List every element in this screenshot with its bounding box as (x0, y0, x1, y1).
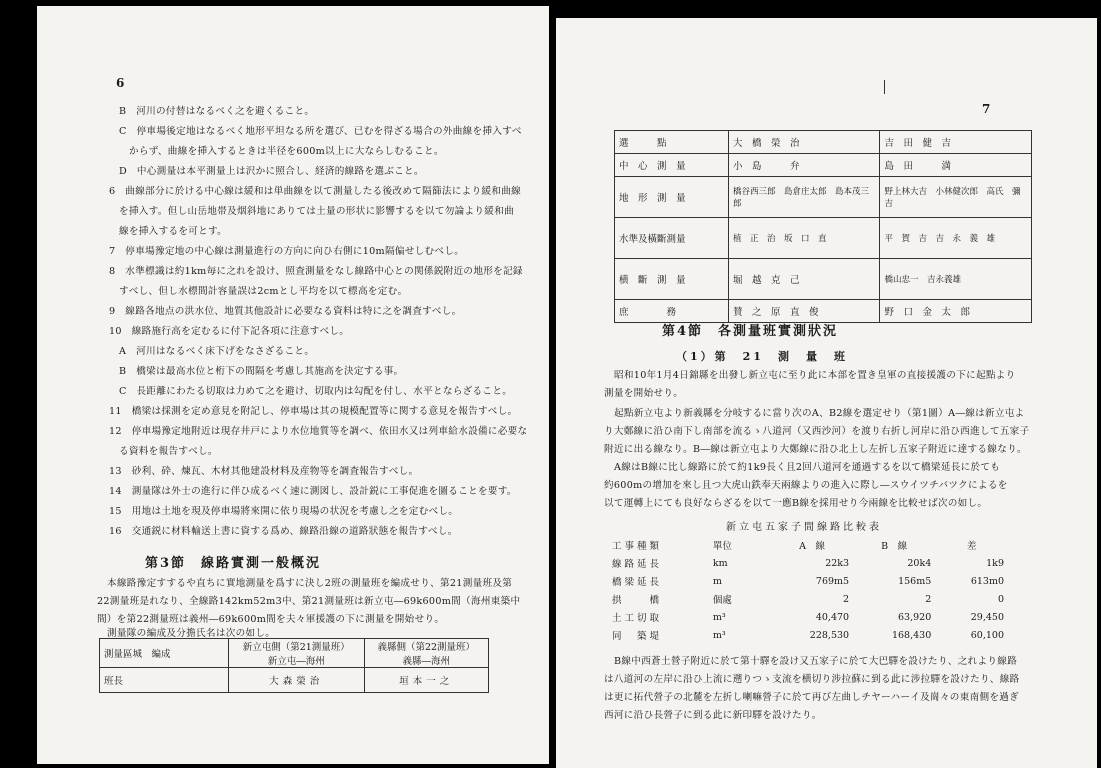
table-cell: 線路延長 (612, 559, 663, 570)
table-cell: 20k4 (907, 557, 932, 569)
table-cell: 地 形 測 量 (615, 177, 729, 218)
list-line: C 長距離にわたる切取は力めて之を避け、切取内は勾配を付し、水平とならざること。 (119, 386, 513, 397)
table-cell: 228,530 (809, 629, 850, 641)
list-line: A 河川はなるべく床下げをなさざること。 (119, 346, 315, 357)
table-cell: 野 口 金 太 郎 (880, 300, 1032, 323)
page-number-right: 7 (982, 102, 991, 116)
list-line: 16 交通鋭に材料輸送上書に資する爲め、線路沿線の道路狀態を報告すべし。 (109, 526, 458, 537)
table-cell: 橋梁延長 (612, 577, 663, 588)
body-line: 測量を開始せり。 (604, 388, 684, 399)
body-line: A線はB線に比し線路に於て約1k9長く且2回八道河を通過するを以て橋梁延長に於ても (614, 462, 1001, 473)
list-line: 15 用地は土地を現及停車場將來開に依り現場の状況を考慮し之を定むべし。 (109, 506, 459, 517)
table-cell: 班長 (100, 668, 229, 693)
staff-table (99, 638, 489, 693)
table-row (608, 572, 1008, 590)
table-row (608, 554, 1008, 572)
body-line: 西河に沿ひ長營子に到る此に新印驛を設けたり。 (604, 710, 822, 721)
body-line: 約600mの增加を來し且つ大虎山鉄奉天兩線よりの進入に際し―スウイツチバツクによるを (604, 480, 1008, 491)
table-header: A 線 (799, 541, 825, 552)
table-cell: 橋谷西三郎 島倉庄太郎 島本茂三郎 (728, 177, 880, 218)
body-line: 測量隊の編成及分擔氏名は次の如し。 (107, 628, 276, 639)
table-header: B 線 (881, 541, 908, 552)
table-cell: m³ (712, 611, 726, 623)
table-row (608, 608, 1008, 626)
body-line: 以て運轉上にても良好ならざるを以て一應B線を採用せり今兩線を比較せば次の如し。 (604, 498, 988, 509)
list-line: B 河川の付替はなるべく之を避くること。 (119, 106, 315, 117)
table-row (615, 259, 1032, 300)
cell-line: 義縣側（第22測量班） (377, 642, 476, 653)
section-title-3: 第3節 線路實測一般概況 (145, 556, 322, 571)
table-row (615, 218, 1032, 259)
list-line: C 停車場後定地はなるべく地形平坦なる所を選び、已むを得ざる場合の外曲線を挿入すべ (119, 126, 522, 137)
table-cell: 水準及橫斷測量 (615, 218, 729, 259)
table-cell (229, 639, 365, 668)
list-line: 13 砂利、砕、煉瓦、木材其他建設材料及産物等を調査報告すべし。 (109, 466, 419, 477)
table-cell: 土工切取 (612, 613, 663, 624)
table-cell: 平 賀 吉 吉 永 義 雄 (880, 218, 1032, 259)
table-cell: 40,470 (815, 611, 850, 623)
table-row (608, 626, 1008, 644)
list-line: る資料を報告すべし。 (119, 446, 218, 457)
table-cell: m³ (712, 629, 726, 641)
table-cell: 橋山忠一 吉永義雄 (880, 259, 1032, 300)
table-cell: 同 築堤 (612, 631, 663, 642)
table-cell: 63,920 (898, 611, 932, 623)
roles-table (614, 130, 1032, 323)
body-line: は八道河の左岸に沿ひ上流に遡りつゝ支流を横切り涉拉蘇に到る此に涉拉驛を設けたり、線路 (604, 674, 1020, 685)
body-line: B線中西蒼土營子附近に於て第十驛を設け又五家子に於て大巴驛を設けたり、之れより線路 (614, 656, 1018, 667)
table-row (608, 590, 1008, 608)
table-cell: 吉 田 健 吉 (880, 131, 1032, 154)
body-line: 昭和10年1月4日錦縣を出發し新立屯に至り此に本部を置き皇軍の直接援護の下に起點より (614, 370, 1016, 381)
table-row (615, 131, 1032, 154)
list-line: 6 曲線部分に於ける中心線は緩和は単曲線を以て測量したる後改めて隔篩法により緩和曲線 (109, 186, 522, 197)
table-cell (364, 639, 488, 668)
body-line: は更に拓代營子の北麓を左折し喇嘛營子に於て再び左曲しチヤーハーイ及崗々の東南側を過ぎ (604, 692, 1020, 703)
table-row (615, 177, 1032, 218)
table-cell: 小 島 弁 (728, 154, 880, 177)
table-cell: 個處 (712, 595, 732, 606)
section-title-4: 第4節 各測量班實測狀況 (662, 324, 839, 339)
list-line: を挿入す。但し山岳地帯及烟斜地にありては土量の形状に影響するを以て勿論より緩和曲 (119, 206, 514, 217)
table-cell: 選 點 (615, 131, 729, 154)
cell-line: 新立屯―海州 (267, 656, 325, 667)
left-page (37, 6, 549, 764)
body-line: 起點新立屯より新義縣を分岐するに當り次のA、B2線を選定せり（第1圖）A―線は新立屯よ (614, 408, 1025, 419)
table-cell: 22k3 (825, 557, 850, 569)
list-line: 11 橋梁は採測を定め意見を附記し、停車場は其の規模配置等に関する意見を報告すべし。 (109, 406, 518, 417)
body-line: り大鄭線に沿ひ南下し南部を流るゝ八道河（又西沙河）を渡り右折し河岸に沿ひ西進して五家子 (604, 426, 1030, 437)
list-line: 線を挿入するを可とす。 (119, 226, 228, 237)
table-cell: 156m5 (898, 575, 932, 587)
table-cell: 庶 務 (615, 300, 729, 323)
table-cell: 島 田 満 (880, 154, 1032, 177)
margin-mark (884, 80, 885, 94)
table-cell: 168,430 (891, 629, 932, 641)
table-cell: 60,100 (970, 629, 1004, 641)
table-row (100, 668, 489, 693)
table-cell: 拱 橋 (612, 595, 663, 606)
list-line: すべし、但し水標間計容量誤は2cmとし平均を以て標高を定む。 (119, 286, 408, 297)
table-cell: 賛 之 原 直 俊 (728, 300, 880, 323)
table-cell: 大森榮治 (229, 668, 365, 693)
list-line: B 橋梁は最高水位と桁下の間隔を考慮し其施高を決定する事。 (119, 366, 404, 377)
table-cell: 野上林大吉 小林健次郎 高氏 彌吉 (880, 177, 1032, 218)
table-cell: 613m0 (970, 575, 1004, 587)
table-cell: 横 斷 測 量 (615, 259, 729, 300)
table-cell: 769m5 (815, 575, 850, 587)
table-cell: 中 心 測 量 (615, 154, 729, 177)
cell-line: 義縣―海州 (402, 656, 451, 667)
table-row (100, 639, 489, 668)
table-cell: km (712, 557, 728, 569)
list-line: 9 線路各地点の洪水位、地質其他設計に必要なる資料は特に之を調査すべし。 (109, 306, 462, 317)
compare-table (608, 536, 1008, 644)
list-line: 7 停車場豫定地の中心線は測量進行の方向に向ひ右側に10m隔偏せしむべし。 (109, 246, 465, 257)
compare-table-title: 新立屯五家子間線路比較表 (726, 522, 882, 533)
list-line: 14 測量隊は外士の進行に伴ひ成るべく速に測図し、設計鋭に工事促進を圖ることを要す。 (109, 486, 517, 497)
table-row (615, 154, 1032, 177)
table-cell: 垣本一之 (364, 668, 488, 693)
body-line: 附近に出る線なり。B―線は新立屯より大鄭線に沿ひ北上し左折し五家子附近に達する線なり。 (604, 444, 1027, 455)
table-header: 單位 (712, 541, 732, 552)
list-line: D 中心測量は本平測量上は沢かに照合し、経済的線路を選ぶこと。 (119, 166, 424, 177)
table-cell: 大 橋 榮 治 (728, 131, 880, 154)
table-cell: 1k9 (986, 557, 1004, 569)
table-header-row (608, 536, 1008, 554)
list-line: からず、曲線を挿入するときは半径を600m以上に大ならしむること。 (129, 146, 444, 157)
body-line: 22測量班是れなり、全線路142km52m3中、第21測量班は新立屯―69k600m間（海州東築中 (97, 596, 521, 607)
cell-line: 新立屯側（第21測量班） (242, 642, 350, 653)
body-line: 間）を第22測量班は義州―69k600m間を夫々軍援護の下に測量を開始せり。 (97, 614, 445, 625)
table-header: 工事種類 (612, 541, 663, 552)
subsection-title: （1）第 21 測 量 班 (676, 350, 848, 363)
table-cell: m (712, 575, 722, 587)
right-page (556, 18, 1097, 768)
table-cell: 29,450 (970, 611, 1004, 623)
list-line: 12 停車場豫定地附近は現存井戸により水位地質等を調べ、依田水又は列車給水設備に必要な (109, 426, 528, 437)
page-number-left: 6 (116, 76, 125, 90)
table-cell: 堀 越 克 己 (728, 259, 880, 300)
list-line: 10 線路施行高を定むるに付下記各項に注意すべし。 (109, 326, 350, 337)
table-header: 差 (966, 541, 977, 552)
list-line: 8 水準標識は約1km毎に之れを設け、照査測量をなし線路中心との関係鋭附近の地形を記録 (109, 266, 523, 277)
body-line: 本線路豫定すするや直ちに實地測量を爲すに決し2班の測量班を編成せり、第21測量班及第 (107, 578, 513, 589)
table-cell: 0 (997, 593, 1004, 605)
table-cell: 2 (925, 593, 932, 605)
table-cell: 測量區城 編成 (100, 639, 229, 668)
table-cell: 2 (843, 593, 850, 605)
table-cell: 植 正 治 坂 口 直 (728, 218, 880, 259)
